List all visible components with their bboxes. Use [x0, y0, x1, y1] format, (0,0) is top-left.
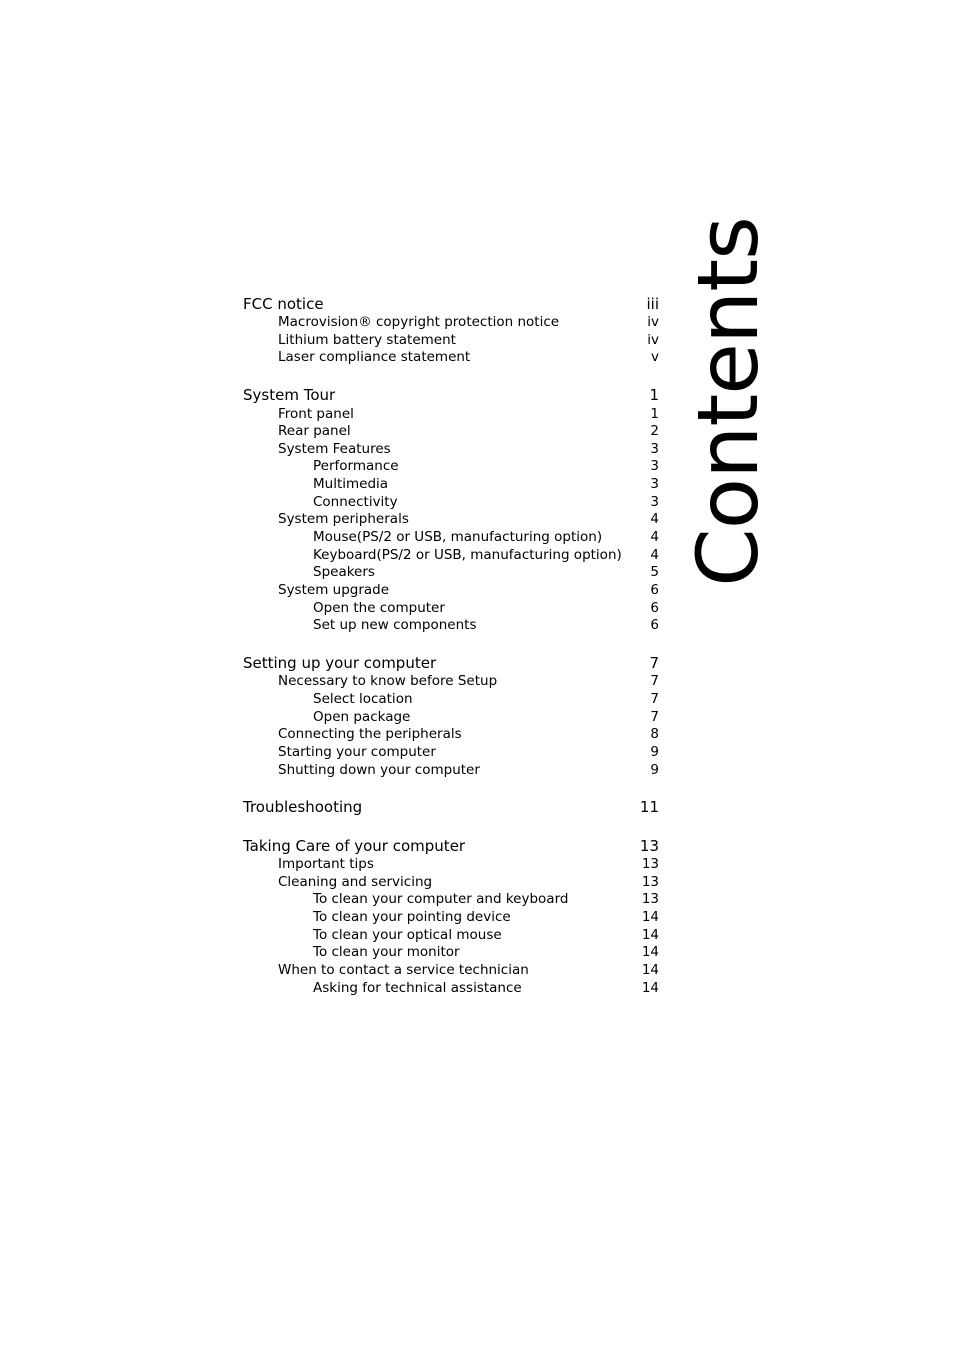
toc-entry-page-number: 14 — [641, 962, 659, 978]
toc-entry-title: To clean your pointing device — [313, 909, 511, 925]
toc-entry-page-number: 4 — [650, 547, 659, 563]
toc-entry-title: Setting up your computer — [243, 654, 437, 672]
toc-entry-title: System upgrade — [278, 582, 390, 598]
toc-entry[interactable] — [0, 347, 954, 367]
toc-entry-page-number: 14 — [641, 980, 659, 996]
toc-entry[interactable] — [0, 527, 954, 547]
toc-entry[interactable] — [0, 421, 954, 441]
toc-entry-title: Important tips — [278, 856, 374, 872]
toc-entry-title: Performance — [313, 458, 399, 474]
toc-entry-page-number: 1 — [650, 406, 659, 422]
toc-entry-page-number: 6 — [650, 617, 659, 633]
toc-entry-title: Keyboard(PS/2 or USB, manufacturing option) — [313, 547, 622, 563]
toc-entry[interactable] — [0, 760, 954, 780]
toc-entry-title: Open package — [313, 709, 411, 725]
toc-entry-title: Taking Care of your computer — [243, 837, 466, 855]
toc-entry-page-number: 1 — [649, 386, 659, 404]
toc-entry[interactable] — [0, 456, 954, 476]
toc-entry-title: Shutting down your computer — [278, 762, 480, 778]
toc-entry-title: Troubleshooting — [243, 798, 363, 816]
toc-entry-page-number: 5 — [650, 564, 659, 580]
toc-entry[interactable] — [0, 907, 954, 927]
toc-entry-title: Cleaning and servicing — [278, 874, 433, 890]
toc-entry-title: Mouse(PS/2 or USB, manufacturing option) — [313, 529, 603, 545]
toc-entry[interactable] — [0, 942, 954, 962]
toc-entry-page-number: 3 — [650, 476, 659, 492]
toc-entry[interactable] — [0, 385, 954, 405]
toc-entry[interactable] — [0, 671, 954, 691]
toc-entry-title: Open the computer — [313, 600, 445, 616]
toc-entry-title: Lithium battery statement — [278, 332, 456, 348]
toc-entry-page-number: 7 — [650, 691, 659, 707]
toc-entry-title: Laser compliance statement — [278, 349, 471, 365]
toc-entry-title: System Tour — [243, 386, 336, 404]
toc-entry-page-number: 3 — [650, 494, 659, 510]
toc-entry-page-number: 14 — [641, 927, 659, 943]
toc-entry-title: To clean your optical mouse — [313, 927, 502, 943]
toc-entry[interactable] — [0, 836, 954, 856]
toc-entry-page-number: 8 — [650, 726, 659, 742]
toc-entry[interactable] — [0, 580, 954, 600]
toc-entry[interactable] — [0, 653, 954, 673]
toc-entry[interactable] — [0, 889, 954, 909]
toc-entry-title: Rear panel — [278, 423, 351, 439]
toc-entry-title: Connecting the peripherals — [278, 726, 462, 742]
toc-entry-title: Necessary to know before Setup — [278, 673, 498, 689]
toc-entry-title: Select location — [313, 691, 413, 707]
toc-entry-title: Set up new components — [313, 617, 477, 633]
toc-entry-page-number: 7 — [649, 654, 659, 672]
toc-entry-page-number: 13 — [641, 891, 659, 907]
toc-entry[interactable] — [0, 509, 954, 529]
toc-entry[interactable] — [0, 562, 954, 582]
toc-entry-page-number: iii — [646, 295, 659, 313]
toc-entry-title: When to contact a service technician — [278, 962, 529, 978]
toc-entry[interactable] — [0, 615, 954, 635]
toc-entry-page-number: 2 — [650, 423, 659, 439]
toc-entry-page-number: 9 — [650, 762, 659, 778]
toc-entry-title: FCC notice — [243, 295, 324, 313]
toc-entry[interactable] — [0, 742, 954, 762]
toc-entry-title: Asking for technical assistance — [313, 980, 522, 996]
toc-entry[interactable] — [0, 474, 954, 494]
toc-entry-title: System Features — [278, 441, 391, 457]
toc-entry-page-number: 14 — [641, 909, 659, 925]
toc-entry-page-number: 3 — [650, 458, 659, 474]
toc-entry-page-number: 9 — [650, 744, 659, 760]
toc-entry-page-number: 6 — [650, 582, 659, 598]
toc-entry-page-number: 13 — [641, 874, 659, 890]
page-title: Contents — [679, 217, 777, 587]
toc-entry-page-number: 3 — [650, 441, 659, 457]
toc-entry-page-number: 6 — [650, 600, 659, 616]
toc-entry[interactable] — [0, 294, 954, 314]
toc-entry[interactable] — [0, 978, 954, 998]
toc-entry-page-number: 11 — [639, 798, 659, 816]
toc-entry[interactable] — [0, 960, 954, 980]
toc-entry-page-number: iv — [647, 314, 659, 330]
toc-entry-page-number: 7 — [650, 673, 659, 689]
toc-entry-page-number: 13 — [641, 856, 659, 872]
toc-entry-title: To clean your monitor — [313, 944, 460, 960]
toc-entry[interactable] — [0, 854, 954, 874]
toc-entry-page-number: 4 — [650, 529, 659, 545]
toc-entry-page-number: 14 — [641, 944, 659, 960]
toc-entry-title: Macrovision® copyright protection notice — [278, 314, 560, 330]
toc-entry[interactable] — [0, 724, 954, 744]
toc-entry-title: Front panel — [278, 406, 354, 422]
toc-entry[interactable] — [0, 312, 954, 332]
toc-entry-page-number: 7 — [650, 709, 659, 725]
toc-entry-page-number: iv — [647, 332, 659, 348]
toc-entry-title: Multimedia — [313, 476, 389, 492]
toc-entry[interactable] — [0, 797, 954, 817]
toc-entry[interactable] — [0, 689, 954, 709]
toc-entry-title: System peripherals — [278, 511, 409, 527]
toc-entry-page-number: v — [651, 349, 659, 365]
toc-entry-page-number: 13 — [639, 837, 659, 855]
toc-entry-title: Starting your computer — [278, 744, 436, 760]
toc-entry-title: To clean your computer and keyboard — [313, 891, 569, 907]
toc-entry-page-number: 4 — [650, 511, 659, 527]
toc-entry-title: Connectivity — [313, 494, 398, 510]
toc-entry-title: Speakers — [313, 564, 375, 580]
